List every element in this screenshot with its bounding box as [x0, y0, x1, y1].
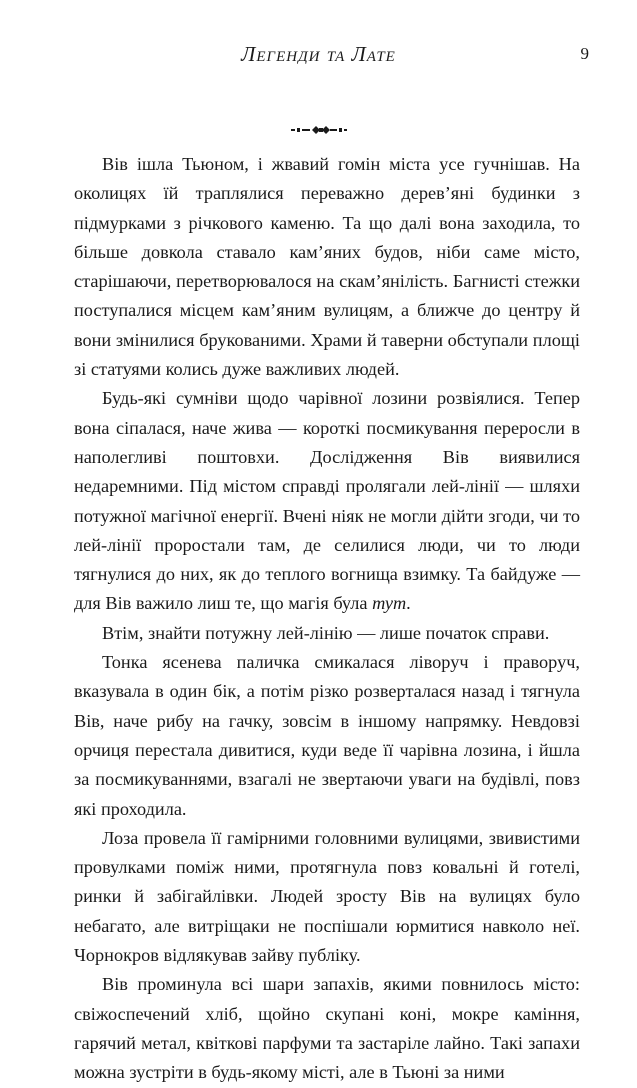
paragraph: Лоза провела її гамірними головними вулицями, звивистими провулками поміж ними, протягнула повз ковальні й готелі, ринки й забігайлівки. Людей зросту Вів на вулицях було небагато, але витріщаки не поспішали юрмитися навколо неї. Чорнокров відлякував зайву публіку.: [74, 827, 580, 966]
paragraph: Втім, знайти потужну лей-лінію — лише початок справи.: [102, 622, 550, 643]
book-title: Легенди та Лате: [241, 42, 396, 66]
running-header: [0, 38, 637, 70]
body-text: [74, 150, 580, 1088]
emphasized-word: тут: [372, 593, 407, 614]
page-number: 9: [580, 44, 589, 63]
paragraph: Вів проминула всі шари запахів, якими повнилось місто: свіжоспечений хліб, щойно скупані коні, мокре каміння, гарячий метал, квіткові парфуми та застаріле лайно. Такі запахи можна зустріти в будь-якому місті, але в Тьюні за ними: [74, 974, 580, 1083]
paragraph: Тонка ясенева паличка смикалася ліворуч і праворуч, вказувала в один бік, а потім різко розверталася назад і тягнула Вів, наче рибу на гачку, зовсім в іншому напрямку. Невдовзі орчиця перестала дивитися, куди веде її чарівна лозина, і йшла за посмикуваннями, взагалі не звертаючи уваги на будівлі, повз які проходила.: [74, 652, 580, 819]
ornament-glyph: [290, 125, 348, 135]
paragraph: Вів ішла Тьюном, і жвавий гомін міста усе гучнішав. На околицях їй траплялися переважно дерев’яні будинки з підмурками з річкового каменю. Та що далі вона заходила, то більше довкола ставало кам’яних будов, ніби саме місто, старішаючи, перетворювалося на скам’янілість. Багнисті стежки поступалися місцем кам’яним вулицям, а ближче до центру й вони змінилися брукованими. Храми й таверни обступали площі зі статуями колись дуже важливих людей.: [74, 154, 580, 380]
paragraph: Будь-які сумніви щодо чарівної лозини розвіялися. Тепер вона сіпалася, наче жива — короткі посмикування переросли в наполегливі поштовхи. Дослідження Вів виявилися недаремними. Під містом справді пролягали лей-лінії — шляхи потужної магічної енергії. Вчені ніяк не могли дійти згоди, чи то лей-лінії проростали там, де селилися люди, чи то люди тягнулися до них, як до теплого вогнища взимку. Та байдуже — для Вів важило лиш те, що магія була тут.: [74, 388, 580, 614]
section-break-ornament-icon: [0, 122, 637, 140]
